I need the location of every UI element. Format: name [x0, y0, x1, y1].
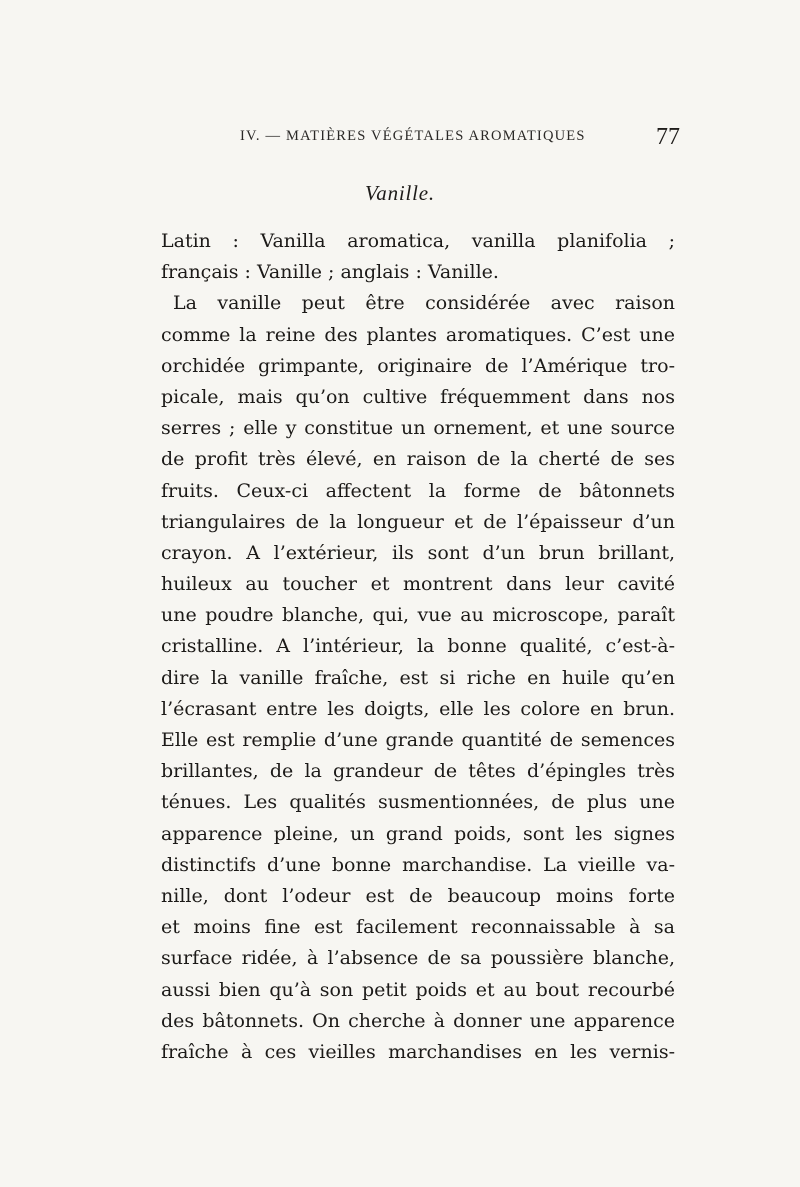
text-line: fraîche à ces vieilles marchandises en les vernis- [161, 1040, 675, 1063]
text-line: cristalline. A l’intérieur, la bonne qualité, c’est-à- [161, 635, 675, 658]
text-line: comme la reine des plantes aromatiques. C’est une [161, 323, 675, 346]
text-line: surface ridée, à l’absence de sa poussière blanche, [161, 947, 675, 970]
text-line: nille, dont l’odeur est de beaucoup moins forte [161, 884, 675, 907]
text-line: dire la vanille fraîche, est si riche en huile qu’en [161, 666, 675, 689]
text-line: des bâtonnets. On cherche à donner une apparence [161, 1009, 675, 1032]
running-header [240, 124, 680, 154]
text-line: picale, mais qu’on cultive fréquemment dans nos [161, 385, 675, 408]
text-line: ténues. Les qualités susmentionnées, de plus une [161, 791, 675, 814]
text-line: Elle est remplie d’une grande quantité de semences [161, 729, 675, 751]
text-line: distinctifs d’une bonne marchandise. La vieille va- [161, 853, 675, 876]
text-line: crayon. A l’extérieur, ils sont d’un brun brillant, [161, 541, 675, 564]
text-line: de profit très élevé, en raison de la cherté de ses [161, 448, 675, 471]
text-line: fruits. Ceux-ci affectent la forme de bâtonnets [161, 479, 675, 502]
text-line: huileux au toucher et montrent dans leur cavité [161, 573, 675, 596]
running-title: IV. — MATIÈRES VÉGÉTALES AROMATIQUES [240, 128, 586, 144]
text-line: La vanille peut être considérée avec raison [173, 292, 675, 315]
text-line: apparence pleine, un grand poids, sont les signes [161, 822, 675, 845]
text-line: français : Vanille ; anglais : Vanille. [161, 261, 499, 284]
text-line: brillantes, de la grandeur de têtes d’épingles très [161, 760, 675, 783]
text-line: triangulaires de la longueur et de l’épaisseur d’un [161, 510, 675, 533]
text-line: serres ; elle y constitue un ornement, et une source [161, 417, 675, 440]
section-title: Vanille. [365, 181, 435, 205]
body-text [161, 226, 675, 1068]
text-line: et moins fine est facilement reconnaissable à sa [161, 916, 675, 939]
text-line: Latin : Vanilla aromatica, vanilla planifolia ; [161, 230, 675, 252]
text-line: orchidée grimpante, originaire de l’Amérique tro- [161, 354, 675, 377]
text-line: une poudre blanche, qui, vue au microscope, paraît [161, 604, 675, 627]
text-line: aussi bien qu’à son petit poids et au bout recourbé [161, 978, 675, 1001]
text-line: l’écrasant entre les doigts, elle les colore en brun. [161, 697, 675, 720]
page-number: 77 [656, 124, 680, 150]
